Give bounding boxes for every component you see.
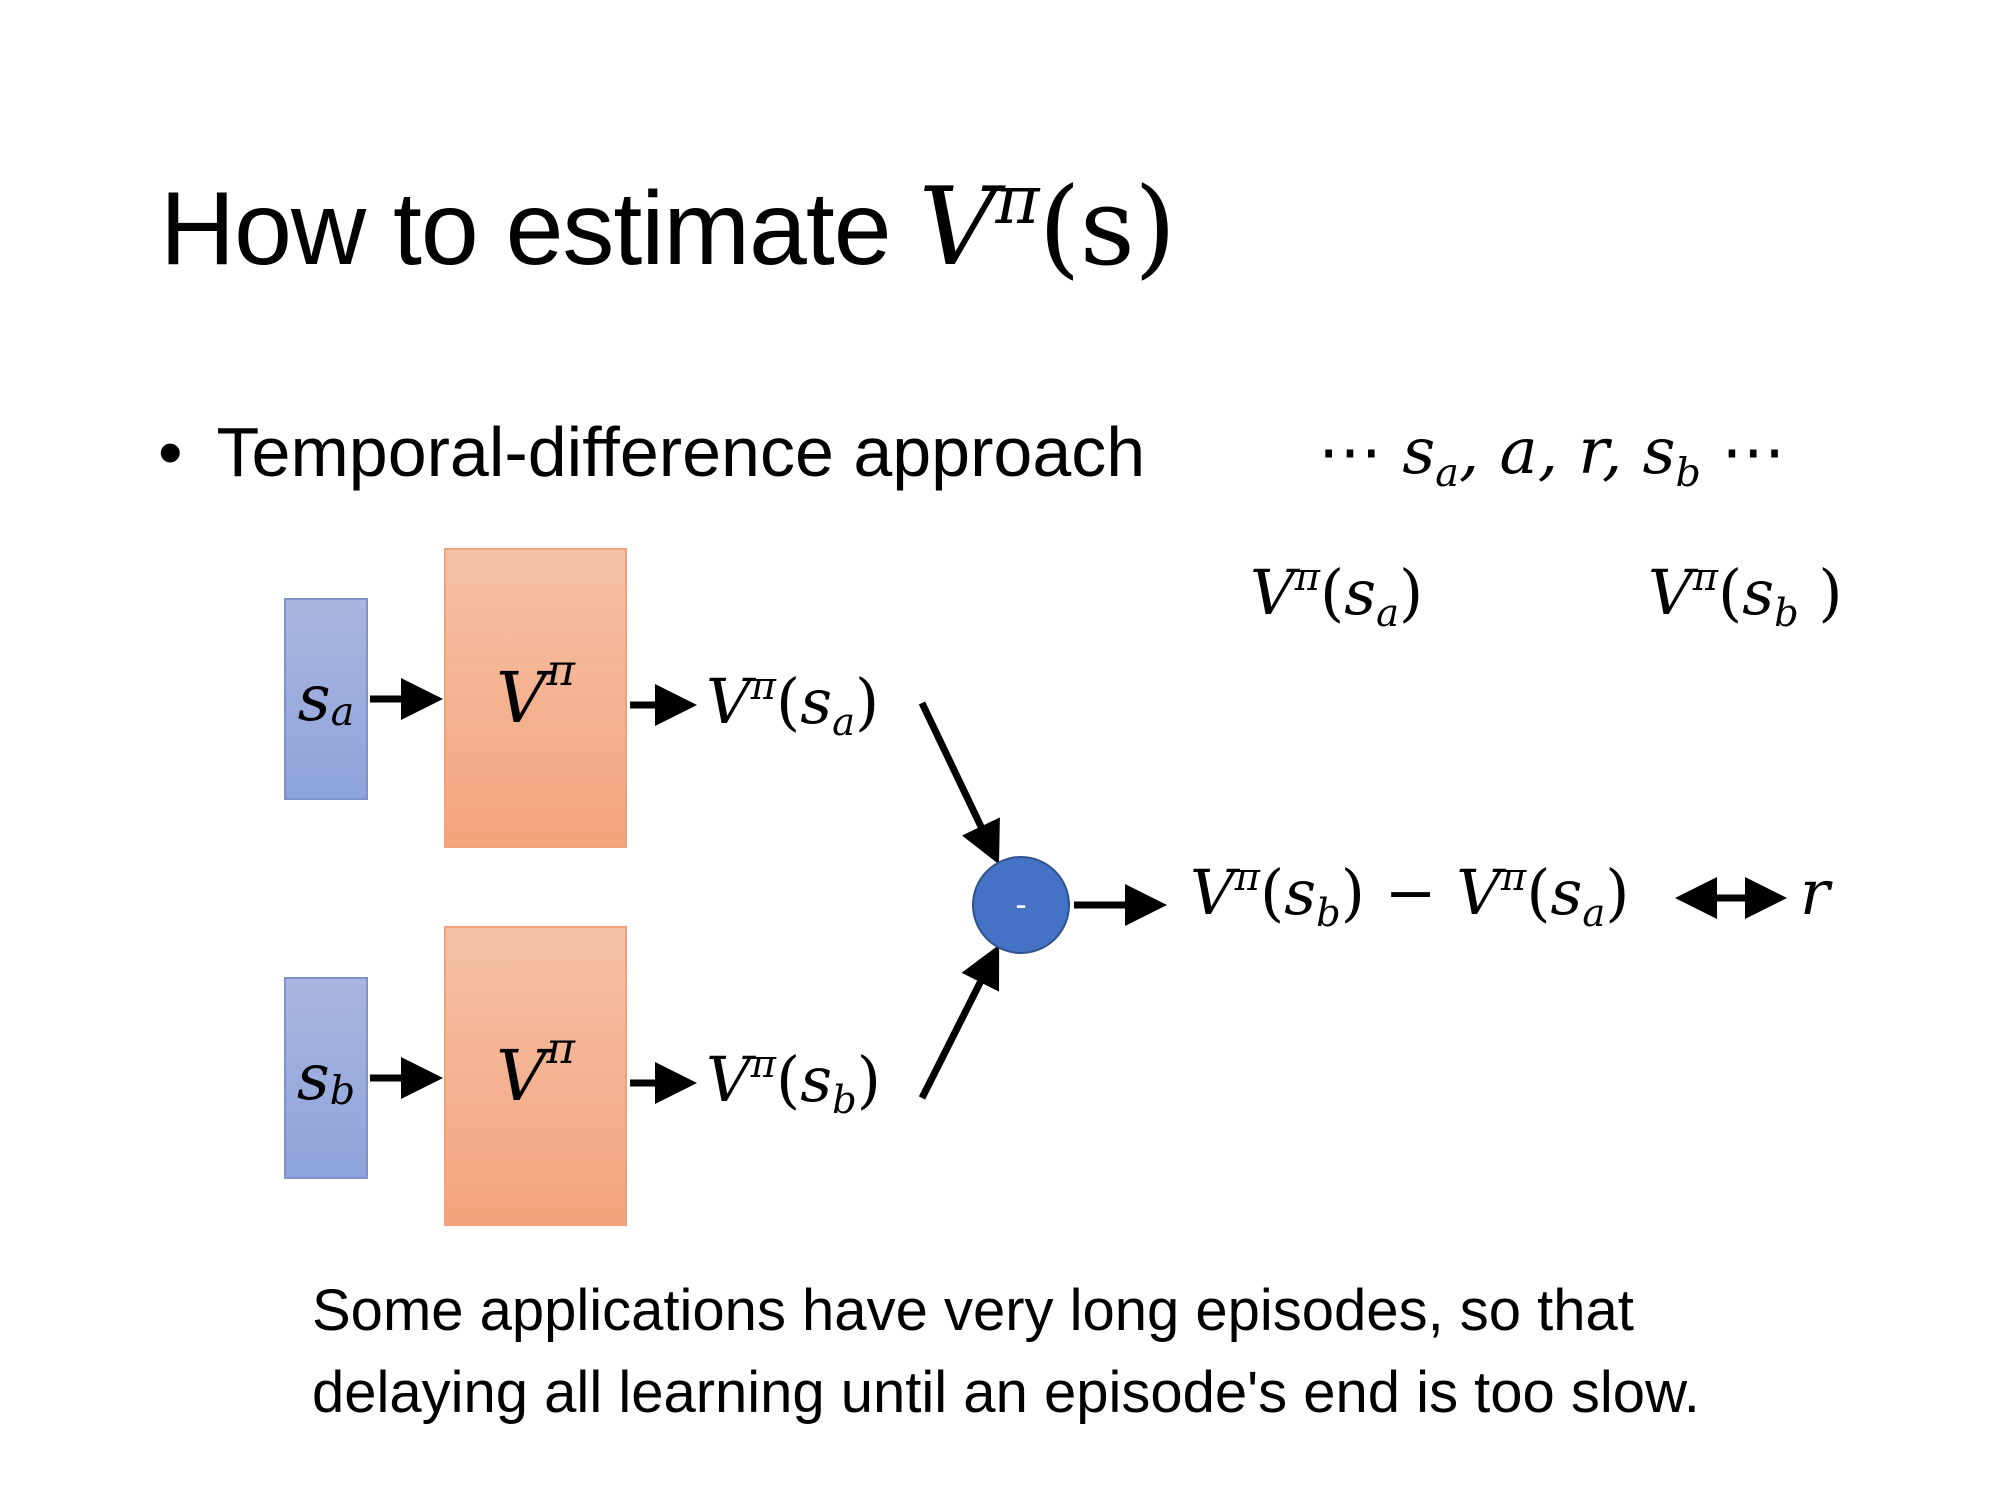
bullet-dot: • — [158, 413, 183, 491]
output-value-sb: $V^\pi(sb)$ — [706, 1042, 881, 1124]
state-sa-box: s a — [284, 598, 368, 800]
value-sb-label: $V^\pi(sb$ ) — [1648, 555, 1843, 637]
value-network-a: V π — [444, 548, 627, 848]
bullet-text: Temporal-difference approach — [216, 413, 1146, 491]
reward-r: r — [1800, 856, 1830, 929]
note-line-1: Some applications have very long episodes, so that — [312, 1278, 1634, 1343]
subtraction-node: - — [972, 856, 1070, 954]
output-value-sa: $V^\pi(sa)$ — [706, 664, 880, 746]
value-sa-label: $V^\pi(sa)$ — [1250, 555, 1424, 637]
bottom-note — [312, 1270, 1912, 1434]
value-network-b: V π — [444, 926, 627, 1226]
trajectory-sequence: ⋯ sa, a, r, sb ⋯ — [1318, 415, 1786, 496]
note-line-2: delaying all learning until an episode's end is too slow. — [312, 1360, 1700, 1425]
title-math: $V^\pi(s)$ — [918, 160, 1176, 290]
td-difference-expression: $V^\pi(sb) - V^\pi(sa)$ — [1190, 855, 1630, 937]
arrow-va-to-node — [922, 703, 996, 858]
state-sb-box: s b — [284, 977, 368, 1179]
arrow-vb-to-node — [922, 951, 996, 1098]
title-text: How to estimate — [160, 171, 919, 287]
